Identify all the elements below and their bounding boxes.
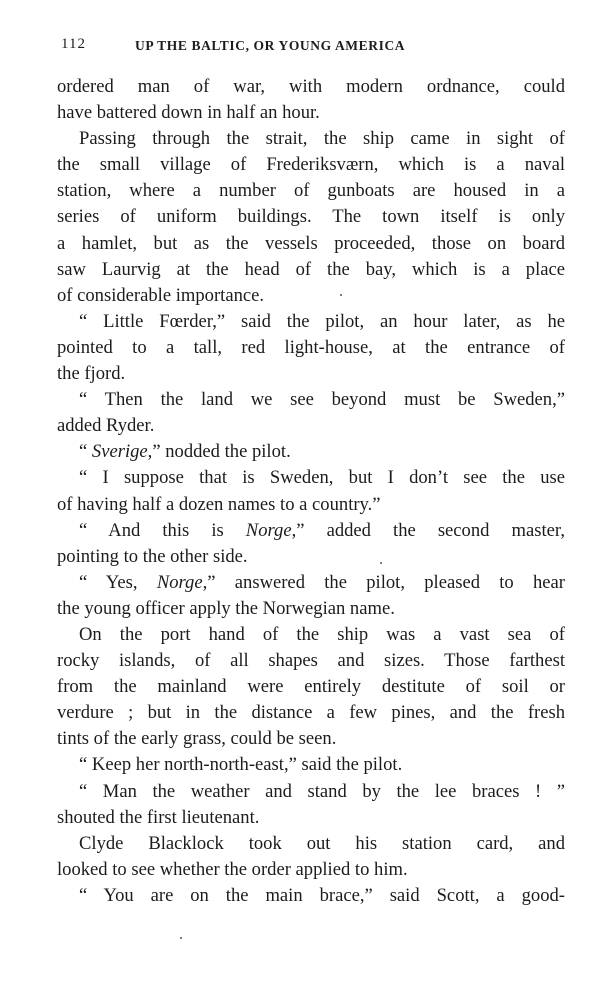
text-line: tints of the early grass, could be seen. [57,728,337,750]
text-line: “ Yes, Norge,” answered the pilot, pleased to hear [79,571,565,593]
text-line: Passing through the strait, the ship came in sight of [79,128,565,150]
print-speck [340,294,342,296]
body-text [57,74,565,909]
text-line: saw Laurvig at the head of the bay, which is a place [57,258,565,280]
text-line: pointing to the other side. [57,545,248,567]
text-line: from the mainland were entirely destitute of soil or [57,676,565,698]
page-number: 112 [61,36,86,52]
running-header [61,36,541,58]
text-line: “ I suppose that is Sweden, but I don’t see the use [79,467,565,489]
text-line: looked to see whether the order applied to him. [57,858,408,880]
text-line: station, where a number of gunboats are housed in a [57,180,565,202]
print-speck [180,937,182,939]
text-line: Clyde Blacklock took out his station card, and [79,832,565,854]
running-title: UP THE BALTIC, OR YOUNG AMERICA [135,38,406,53]
text-line: “ You are on the main brace,” said Scott, a good- [79,884,565,906]
text-line: shouted the first lieutenant. [57,806,260,828]
text-line: have battered down in half an hour. [57,102,320,124]
text-line: “ Then the land we see beyond must be Sweden,” [79,389,565,411]
text-line: added Ryder. [57,415,155,437]
text-line: of considerable importance. [57,284,265,306]
text-line: “ Little Fœrder,” said the pilot, an hour later, as he [79,310,565,332]
text-line: pointed to a tall, red light-house, at the entrance of [57,336,565,358]
text-line: “ Keep her north-north-east,” said the pilot. [79,754,403,776]
text-line: ordered man of war, with modern ordnance, could [57,76,565,97]
text-line: the fjord. [57,363,126,385]
text-line: verdure ; but in the distance a few pines, and the fresh [57,702,565,724]
print-speck [380,562,382,564]
text-line: “ Sverige,” nodded the pilot. [79,441,291,463]
text-line: On the port hand of the ship was a vast sea of [79,623,565,645]
text-line: series of uniform buildings. The town itself is only [57,206,565,228]
text-line: the small village of Frederiksværn, which is a naval [57,154,565,176]
text-line: rocky islands, of all shapes and sizes. Those farthest [57,650,565,672]
text-line: of having half a dozen names to a country.” [57,493,381,515]
text-line: “ Man the weather and stand by the lee braces ! ” [79,780,565,802]
text-line: “ And this is Norge,” added the second master, [79,519,565,541]
text-line: the young officer apply the Norwegian name. [57,597,395,619]
text-line: a hamlet, but as the vessels proceeded, those on board [57,232,565,254]
